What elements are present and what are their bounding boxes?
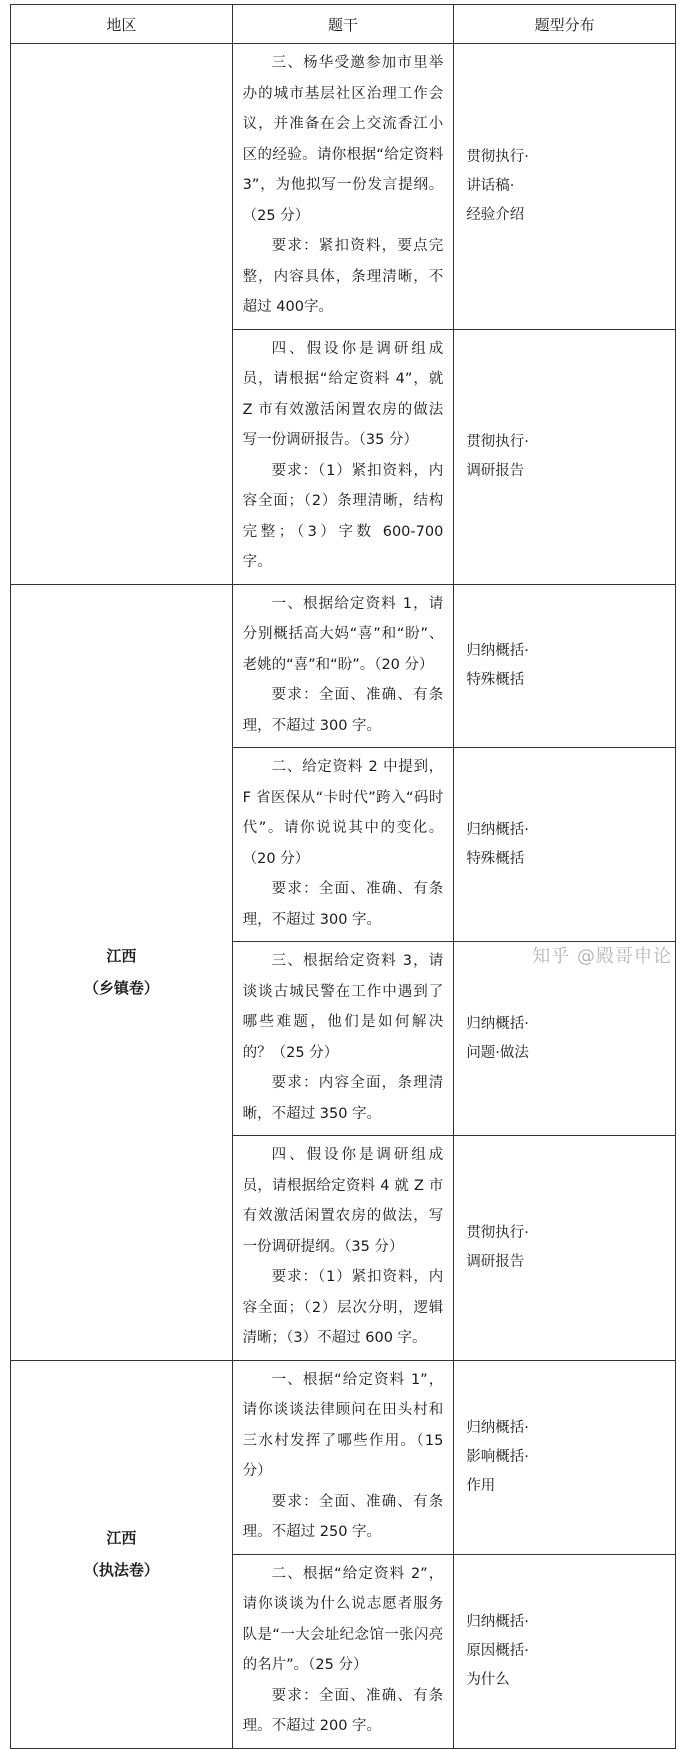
question-type-label: 贯彻执行· — [466, 433, 529, 450]
question-type-cell — [454, 329, 676, 584]
question-type-label: 调研报告 — [466, 1253, 525, 1270]
question-type-label: 归纳概括· — [466, 642, 529, 659]
question-cell — [232, 942, 454, 1136]
question-stem: 四、假设你是调研组成员，请根据给定资料 4 就 Z 市有效激活闲置农房的做法，写一份调研提纲。（35 分） — [242, 1147, 444, 1255]
question-type-label: 贯彻执行· — [466, 1224, 529, 1241]
question-cell — [232, 1554, 454, 1748]
region-cell — [11, 584, 233, 1360]
question-cell — [232, 584, 454, 748]
header-type: 题型分布 — [454, 5, 676, 44]
exam-table — [10, 4, 676, 1749]
question-stem: 二、给定资料 2 中提到，F 省医保从“卡时代”跨入“码时代”。请你说说其中的变化。（20 分） — [242, 759, 444, 867]
question-type-label: 作用 — [466, 1477, 496, 1494]
question-stem: 一、根据给定资料 1，请分别概括高大妈“喜”和“盼”、老姚的“喜”和“盼”。（20 分） — [242, 595, 444, 673]
question-requirement: 要求：紧扣资料，要点完整，内容具体，条理清晰，不超过 400字。 — [242, 238, 444, 315]
question-requirement: 要求：（1）紧扣资料，内容全面；（2）层次分明，逻辑清晰；（3）不超过 600 字。 — [242, 1269, 444, 1346]
region-cell — [11, 1360, 233, 1748]
region-label: （乡镇卷） — [83, 979, 159, 997]
watermark: 知乎 @殿哥申论 — [532, 946, 672, 967]
question-cell — [232, 44, 454, 330]
question-type-cell — [454, 44, 676, 330]
region-label: 江西 — [106, 947, 137, 965]
question-type-label: 为什么 — [466, 1671, 510, 1688]
question-type-label: 贯彻执行· — [466, 148, 529, 165]
region-label: （执法卷） — [83, 1561, 159, 1579]
question-cell — [232, 329, 454, 584]
question-requirement: 要求：全面、准确、有条理。不超过 250 字。 — [242, 1493, 444, 1540]
header-region: 地区 — [11, 5, 233, 44]
question-type-cell — [454, 1554, 676, 1748]
question-stem: 三、根据给定资料 3，请谈谈古城民警在工作中遇到了哪些难题，他们是如何解决的？（25 分） — [242, 953, 444, 1061]
question-type-label: 问题·做法 — [466, 1044, 529, 1061]
table-row — [11, 1360, 676, 1554]
table-row — [11, 584, 676, 748]
header-stem: 题干 — [232, 5, 454, 44]
region-label: 江西 — [106, 1529, 137, 1547]
region-cell — [11, 44, 233, 585]
question-stem: 三、杨华受邀参加市里举办的城市基层社区治理工作会议，并准备在会上交流香江小区的经验。请你根据“给定资料 3”，为他拟写一份发言提纲。（25 分） — [242, 55, 444, 224]
question-requirement: 要求：内容全面，条理清晰，不超过 350 字。 — [242, 1075, 444, 1122]
question-type-label: 调研报告 — [466, 462, 525, 479]
question-stem: 四、假设你是调研组成员，请根据“给定资料 4”，就 Z 市有效激活闲置农房的做法写一份调研报告。（35 分） — [242, 340, 444, 448]
question-cell — [232, 1136, 454, 1361]
question-type-label: 特殊概括 — [466, 671, 525, 688]
question-stem: 二、根据“给定资料 2”，请你谈谈为什么说志愿者服务队是“一大会址纪念馆一张闪亮的名片”。（25 分） — [242, 1565, 444, 1673]
question-type-label: 特殊概括 — [466, 850, 525, 867]
question-type-label: 影响概括· — [466, 1448, 529, 1465]
question-type-label: 讲话稿· — [466, 177, 515, 194]
table-body — [11, 44, 676, 1749]
question-type-cell — [454, 1136, 676, 1361]
question-requirement: 要求：（1）紧扣资料，内容全面；（2）条理清晰，结构完整；（3）字数 600-700 字。 — [242, 462, 444, 570]
question-cell — [232, 748, 454, 942]
question-type-cell — [454, 748, 676, 942]
header-row — [11, 5, 676, 44]
question-type-label: 归纳概括· — [466, 1015, 529, 1032]
question-requirement: 要求：全面、准确、有条理。不超过 200 字。 — [242, 1687, 444, 1734]
question-requirement: 要求：全面、准确、有条理，不超过 300 字。 — [242, 881, 444, 928]
question-type-label: 原因概括· — [466, 1642, 529, 1659]
question-stem: 一、根据“给定资料 1”，请你谈谈法律顾问在田头村和三水村发挥了哪些作用。（15 分） — [242, 1371, 444, 1479]
question-type-label: 归纳概括· — [466, 1419, 529, 1436]
question-type-cell — [454, 584, 676, 748]
table-row — [11, 44, 676, 330]
question-type-label: 经验介绍 — [466, 206, 525, 223]
question-type-cell — [454, 1360, 676, 1554]
question-type-label: 归纳概括· — [466, 821, 529, 838]
question-requirement: 要求：全面、准确、有条理，不超过 300 字。 — [242, 687, 444, 734]
question-type-cell — [454, 942, 676, 1136]
question-type-label: 归纳概括· — [466, 1613, 529, 1630]
question-cell — [232, 1360, 454, 1554]
